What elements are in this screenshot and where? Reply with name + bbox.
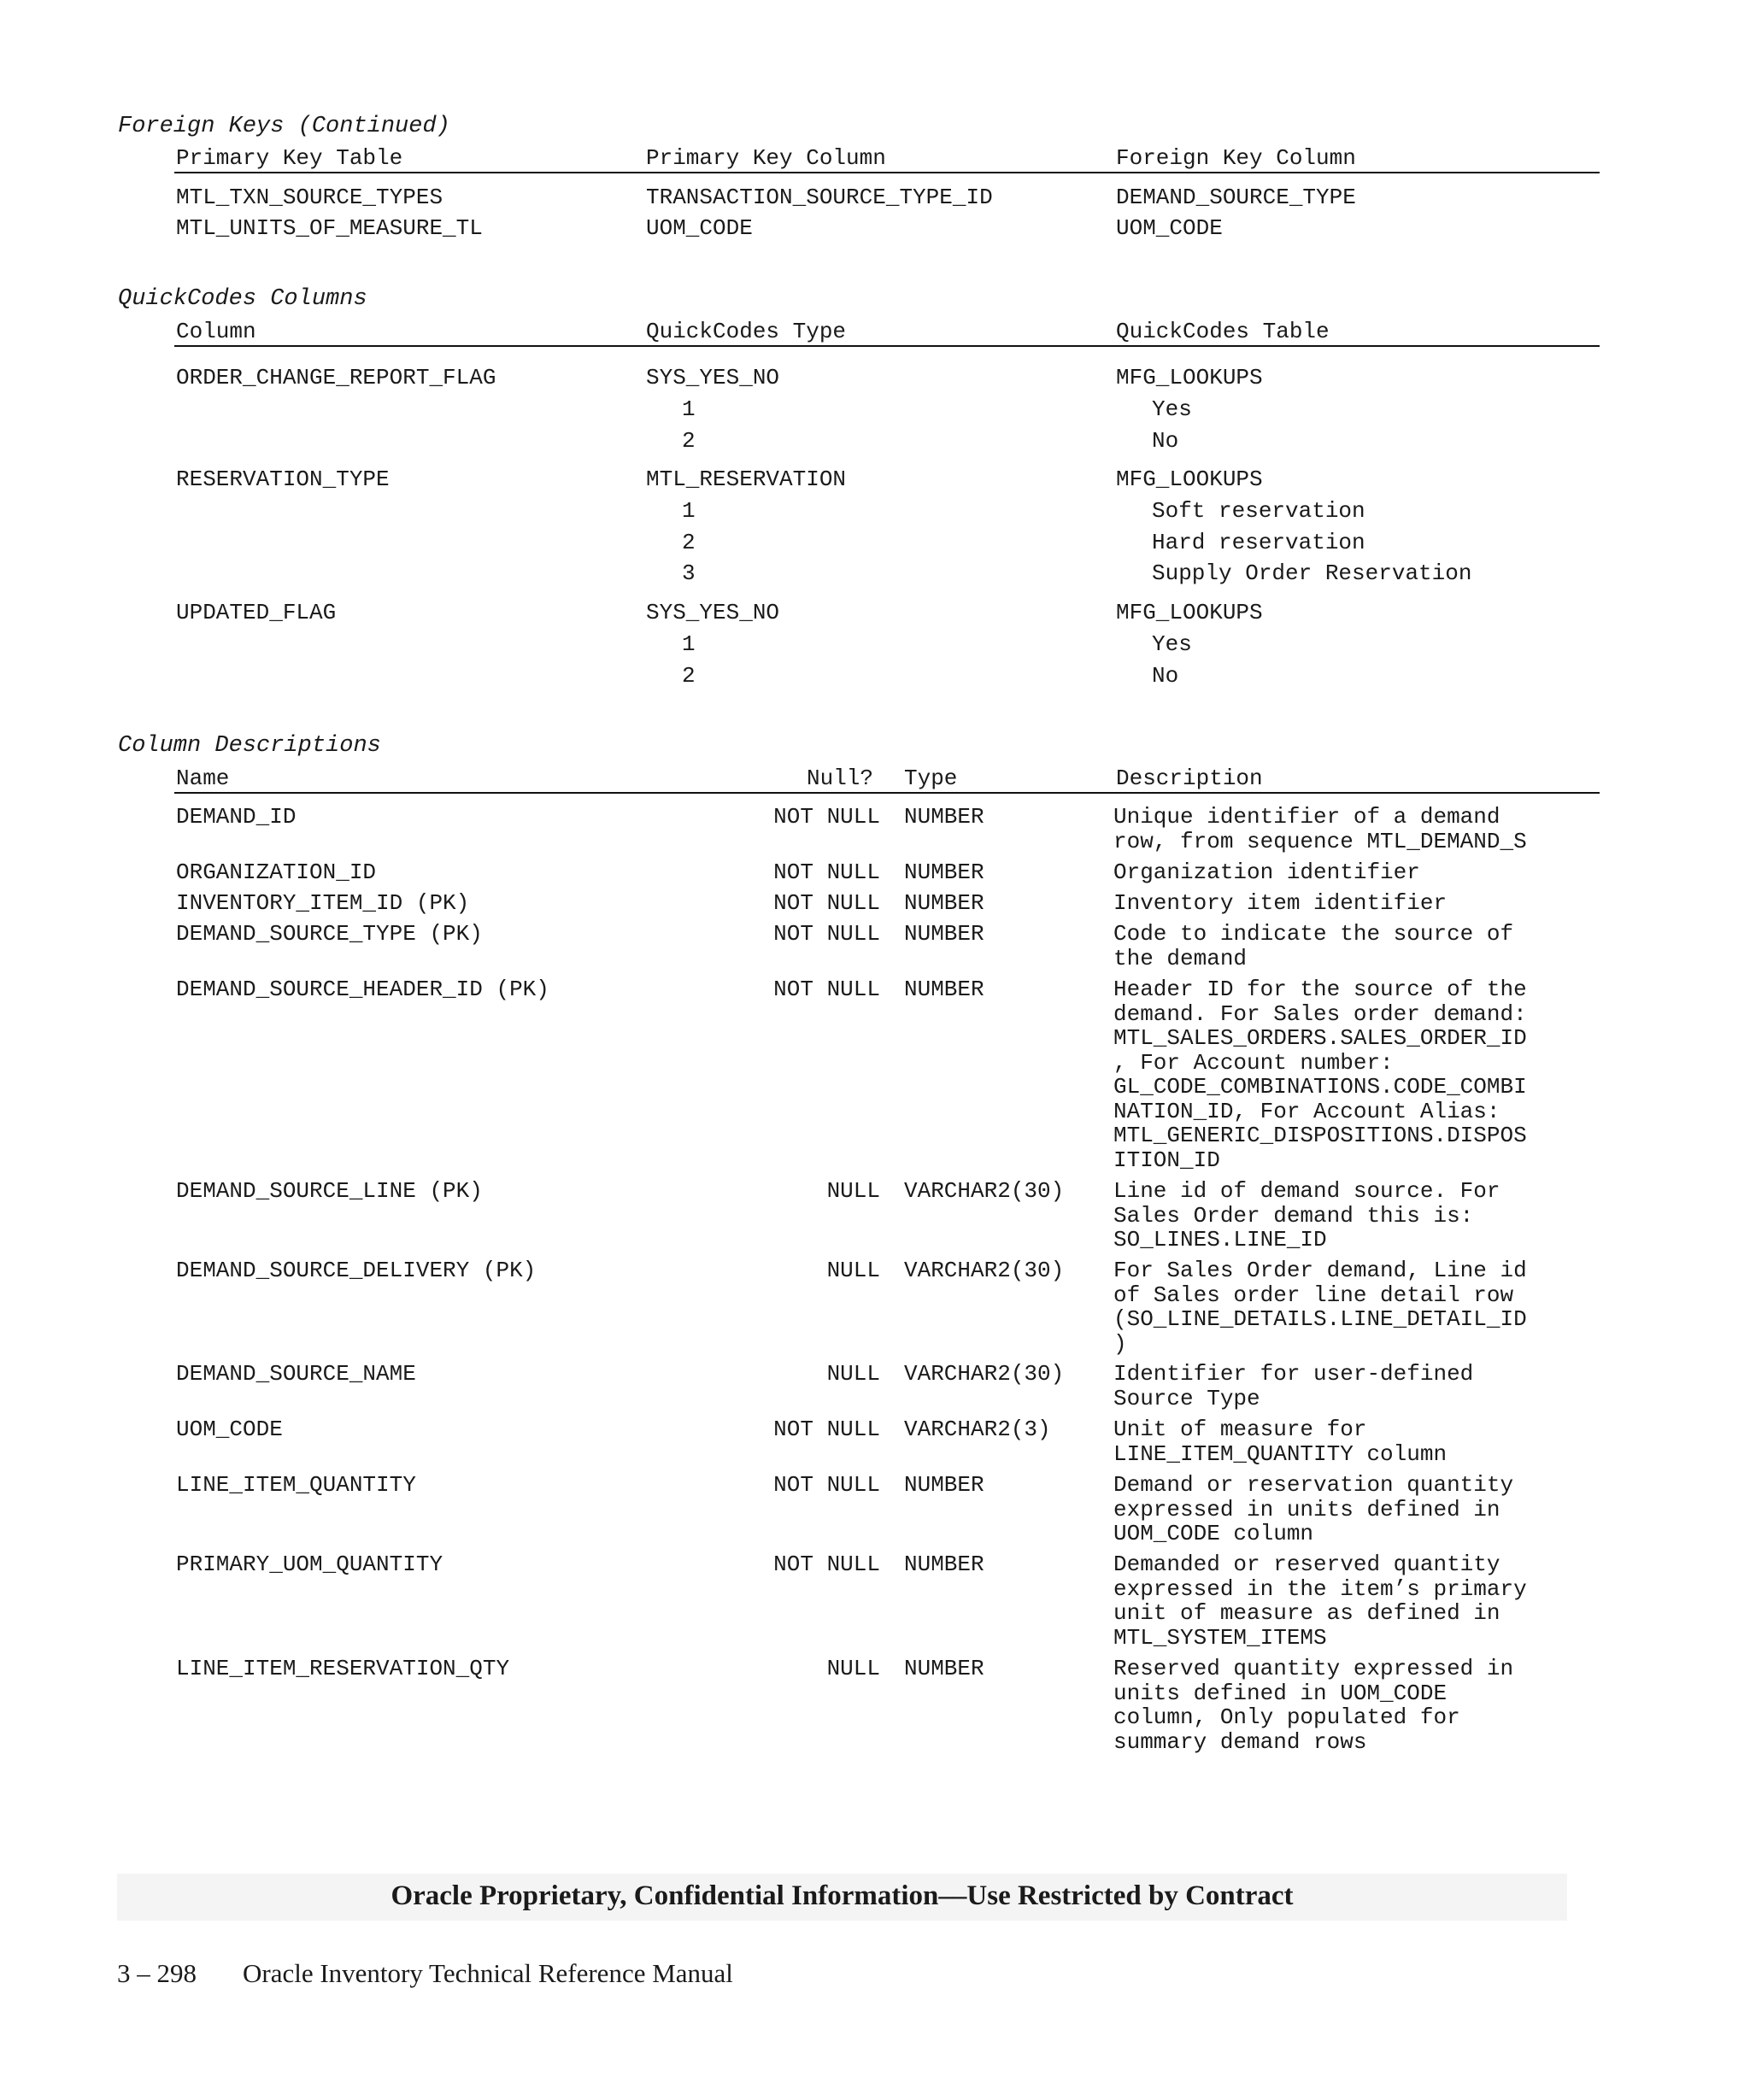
cd-row-9-name: UOM_CODE	[176, 1417, 283, 1442]
cd-row-4-name: DEMAND_SOURCE_TYPE (PK)	[176, 921, 483, 947]
cd-row-10-type: NUMBER	[904, 1472, 984, 1498]
cd-row-7-null: NULL	[826, 1258, 880, 1283]
confidential-banner	[117, 1874, 1567, 1921]
cd-row-5-type: NUMBER	[904, 977, 984, 1002]
cd-row-2-description: Organization identifier	[1113, 859, 1420, 885]
cd-header-description: Description	[1116, 766, 1263, 791]
qc-group-3-table: MFG_LOOKUPS	[1116, 600, 1263, 625]
confidential-banner-text: Oracle Proprietary, Confidential Information––Use Restricted by Contract	[391, 1880, 1294, 1911]
qc-group-2-code-2: 2	[682, 530, 696, 555]
cd-row-11-null: NOT NULL	[773, 1552, 880, 1577]
cd-row-8-name: DEMAND_SOURCE_NAME	[176, 1361, 416, 1387]
cd-row-12-null: NULL	[826, 1656, 880, 1681]
cd-row-10-description: Demand or reservation quantity expressed in units defined in UOM_CODE column	[1113, 1472, 1514, 1546]
cd-row-3-null: NOT NULL	[773, 890, 880, 916]
cd-row-10-name: LINE_ITEM_QUANTITY	[176, 1472, 416, 1498]
fk-header-rule	[174, 172, 1600, 173]
qc-group-3-meaning-1: Yes	[1152, 631, 1192, 657]
cd-row-1-name: DEMAND_ID	[176, 804, 297, 830]
cd-row-2-type: NUMBER	[904, 859, 984, 885]
qc-group-3-column: UPDATED_FLAG	[176, 600, 337, 625]
qc-header-column: Column	[176, 319, 256, 344]
qc-group-1-column: ORDER_CHANGE_REPORT_FLAG	[176, 365, 496, 390]
cd-row-7-name: DEMAND_SOURCE_DELIVERY (PK)	[176, 1258, 537, 1283]
qc-group-3-meaning-2: No	[1152, 663, 1179, 689]
qc-group-3-code-1: 1	[682, 631, 696, 657]
cd-header-rule	[174, 792, 1600, 794]
cd-row-11-type: NUMBER	[904, 1552, 984, 1577]
cd-row-3-name: INVENTORY_ITEM_ID (PK)	[176, 890, 470, 916]
qc-group-2-code-3: 3	[682, 560, 696, 586]
qc-group-2-meaning-1: Soft reservation	[1152, 498, 1365, 524]
cd-row-3-type: NUMBER	[904, 890, 984, 916]
cd-row-2-name: ORGANIZATION_ID	[176, 859, 377, 885]
qc-group-2-type: MTL_RESERVATION	[646, 466, 847, 492]
cd-row-8-null: NULL	[826, 1361, 880, 1387]
cd-row-5-description: Header ID for the source of the demand. For Sales order demand: MTL_SALES_ORDERS.SALES_ORDER_ID , For Account number: GL_CODE_COMBINATIONS.CODE_COMBI NATION_ID, For Account Alias: MTL_GENERIC_DISPOSITIONS.DISPOS ITION_ID	[1113, 977, 1527, 1173]
cd-row-7-type: VARCHAR2(30)	[904, 1258, 1065, 1283]
fk-row-1-fk-column: DEMAND_SOURCE_TYPE	[1116, 185, 1356, 210]
cd-row-1-null: NOT NULL	[773, 804, 880, 830]
cd-row-11-name: PRIMARY_UOM_QUANTITY	[176, 1552, 443, 1577]
fk-row-1-pk-column: TRANSACTION_SOURCE_TYPE_ID	[646, 185, 993, 210]
qc-group-3-type: SYS_YES_NO	[646, 600, 780, 625]
cd-row-3-description: Inventory item identifier	[1113, 890, 1448, 916]
qc-group-2-meaning-2: Hard reservation	[1152, 530, 1365, 555]
column-descriptions-title: Column Descriptions	[118, 733, 381, 759]
cd-row-1-type: NUMBER	[904, 804, 984, 830]
qc-group-2-meaning-3: Supply Order Reservation	[1152, 560, 1472, 586]
cd-row-6-type: VARCHAR2(30)	[904, 1178, 1065, 1204]
cd-row-7-description: For Sales Order demand, Line id of Sales order line detail row (SO_LINE_DETAILS.LINE_DETAIL_ID )	[1113, 1258, 1527, 1357]
cd-row-11-description: Demanded or reserved quantity expressed in the item’s primary unit of measure as defined in MTL_SYSTEM_ITEMS	[1113, 1552, 1527, 1651]
manual-title: Oracle Inventory Technical Reference Manual	[243, 1958, 733, 1988]
qc-group-2-code-1: 1	[682, 498, 696, 524]
cd-row-5-null: NOT NULL	[773, 977, 880, 1002]
fk-header-primary-key-table: Primary Key Table	[176, 145, 403, 171]
cd-row-8-type: VARCHAR2(30)	[904, 1361, 1065, 1387]
cd-row-12-name: LINE_ITEM_RESERVATION_QTY	[176, 1656, 510, 1681]
cd-row-4-type: NUMBER	[904, 921, 984, 947]
cd-header-null: Null?	[807, 766, 874, 791]
qc-group-1-code-1: 1	[682, 396, 696, 422]
qc-group-2-table: MFG_LOOKUPS	[1116, 466, 1263, 492]
cd-row-10-null: NOT NULL	[773, 1472, 880, 1498]
cd-row-4-null: NOT NULL	[773, 921, 880, 947]
cd-header-name: Name	[176, 766, 230, 791]
qc-group-1-table: MFG_LOOKUPS	[1116, 365, 1263, 390]
cd-header-type: Type	[904, 766, 958, 791]
qc-group-1-type: SYS_YES_NO	[646, 365, 780, 390]
fk-row-2-table: MTL_UNITS_OF_MEASURE_TL	[176, 215, 483, 241]
cd-row-9-description: Unit of measure for LINE_ITEM_QUANTITY column	[1113, 1417, 1448, 1467]
cd-row-6-name: DEMAND_SOURCE_LINE (PK)	[176, 1178, 483, 1204]
qc-group-1-meaning-1: Yes	[1152, 396, 1192, 422]
fk-row-2-pk-column: UOM_CODE	[646, 215, 753, 241]
quickcodes-title: QuickCodes Columns	[118, 286, 367, 312]
fk-header-primary-key-column: Primary Key Column	[646, 145, 886, 171]
cd-row-1-description: Unique identifier of a demand row, from sequence MTL_DEMAND_S	[1113, 804, 1527, 854]
page-number: 3 – 298	[117, 1958, 197, 1988]
cd-row-2-null: NOT NULL	[773, 859, 880, 885]
cd-row-8-description: Identifier for user-defined Source Type	[1113, 1361, 1474, 1411]
qc-group-1-code-2: 2	[682, 428, 696, 454]
qc-header-rule	[174, 345, 1600, 347]
qc-header-table: QuickCodes Table	[1116, 319, 1330, 344]
qc-group-3-code-2: 2	[682, 663, 696, 689]
cd-row-12-description: Reserved quantity expressed in units defined in UOM_CODE column, Only populated for summary demand rows	[1113, 1656, 1514, 1755]
fk-header-foreign-key-column: Foreign Key Column	[1116, 145, 1356, 171]
fk-row-1-table: MTL_TXN_SOURCE_TYPES	[176, 185, 443, 210]
cd-row-4-description: Code to indicate the source of the demand	[1113, 921, 1514, 971]
cd-row-6-description: Line id of demand source. For Sales Order demand this is: SO_LINES.LINE_ID	[1113, 1178, 1500, 1252]
fk-row-2-fk-column: UOM_CODE	[1116, 215, 1223, 241]
qc-group-1-meaning-2: No	[1152, 428, 1179, 454]
cd-row-9-type: VARCHAR2(3)	[904, 1417, 1051, 1442]
cd-row-6-null: NULL	[826, 1178, 880, 1204]
cd-row-5-name: DEMAND_SOURCE_HEADER_ID (PK)	[176, 977, 549, 1002]
cd-row-12-type: NUMBER	[904, 1656, 984, 1681]
qc-header-type: QuickCodes Type	[646, 319, 847, 344]
cd-row-9-null: NOT NULL	[773, 1417, 880, 1442]
foreign-keys-title: Foreign Keys (Continued)	[118, 114, 450, 139]
qc-group-2-column: RESERVATION_TYPE	[176, 466, 390, 492]
